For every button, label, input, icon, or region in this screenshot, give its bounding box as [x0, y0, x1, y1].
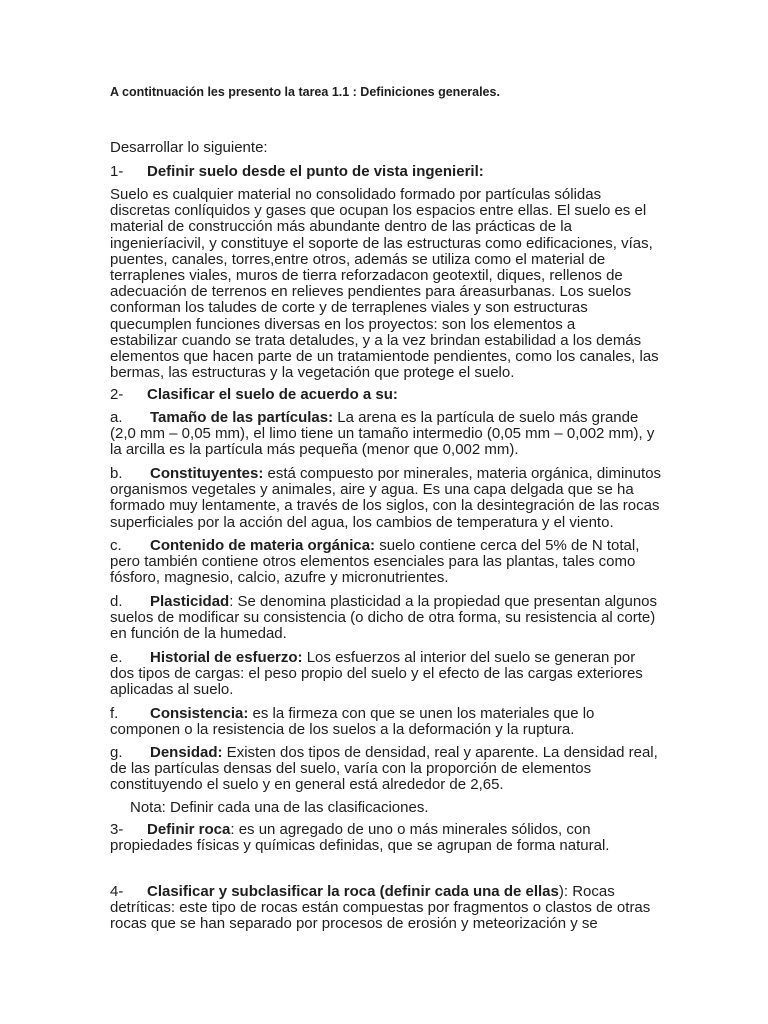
question-3-line: propiedades físicas y químicas definidas, que se agrupan de forma natural.: [110, 837, 610, 855]
note-text: Nota: Definir cada una de las clasificaciones.: [130, 799, 429, 816]
question-1-number: 1-: [110, 163, 124, 180]
question-2-number: 2-: [110, 386, 124, 403]
classification-item-f: [110, 706, 760, 738]
classification-item-e: [110, 650, 760, 699]
answer-line: discretas conlíquidos y gases que ocupan los espacios entre ellas. El suelo es el: [110, 202, 647, 220]
classification-item-d: [110, 594, 760, 643]
item-letter: e.: [110, 649, 123, 666]
question-4-text: ): Rocas: [558, 883, 615, 900]
question-3-text: : es un agregado de uno o más minerales sólidos, con: [230, 821, 591, 838]
item-letter: g.: [110, 744, 123, 761]
question-4-line: rocas que se han separado por procesos de erosión y meteorización y se: [110, 915, 598, 933]
item-term: Contenido de materia orgánica:: [150, 537, 376, 554]
answer-line: quecumplen funciones diversas en los proyectos: son los elementos a: [110, 315, 576, 333]
item-line: en función de la humedad.: [110, 625, 287, 643]
intro-text: Desarrollar lo siguiente:: [110, 139, 268, 156]
item-text: La arena es la partícula de suelo más grande: [333, 409, 639, 426]
item-line: pero también contiene otros elementos esenciales para las plantas, tales como: [110, 553, 636, 571]
item-term: Historial de esfuerzo:: [150, 649, 303, 666]
item-text: suelo contiene cerca del 5% de N total,: [375, 537, 640, 554]
answer-line: estabilizar cuando se trata detaludes, y a la vez brindan estabilidad a los demás: [110, 331, 642, 349]
item-text: Los esfuerzos al interior del suelo se generan por: [302, 649, 636, 666]
item-line: formado muy lentamente, a través de los siglos, con la desintegración de las rocas: [110, 497, 660, 515]
item-line: fósforo, magnesio, calcio, azufre y micronutrientes.: [110, 569, 449, 587]
question-4-line: detríticas: este tipo de rocas están compuestas por fragmentos o clastos de otras: [110, 899, 651, 917]
item-line: constituyendo el suelo y en general está alrededor de 2,65.: [110, 776, 504, 794]
item-term: Tamaño de las partículas:: [150, 409, 334, 426]
question-1-heading: [110, 163, 760, 180]
item-line: la arcilla es la partícula más pequeña (menor que 0,002 mm).: [110, 441, 519, 459]
classification-item-a: [110, 410, 760, 459]
item-line: de las partículas densas del suelo, varía con la proporción de elementos: [110, 760, 592, 778]
item-term: Constituyentes:: [150, 465, 264, 482]
item-line: aplicadas al suelo.: [110, 681, 234, 699]
answer-line: puentes, canales, torres,entre otros, además se utiliza como el material de: [110, 250, 606, 268]
item-letter: a.: [110, 409, 123, 426]
item-text: Existen dos tipos de densidad, real y aparente. La densidad real,: [222, 744, 658, 761]
item-letter: f.: [110, 705, 119, 722]
item-line: (2,0 mm – 0,05 mm), el limo tiene un tamaño intermedio (0,05 mm – 0,002 mm), y: [110, 425, 655, 443]
answer-line: adecuación de terrenos en relieves pendientes para áreasurbanas. Los suelos: [110, 283, 632, 301]
answer-line: Suelo es cualquier material no consolidado formado por partículas sólidas: [110, 186, 602, 203]
question-4-term: Clasificar y subclasificar la roca (definir cada una de ellas: [147, 883, 559, 900]
classification-item-g: [110, 745, 760, 794]
answer-line: terraplenes viales, muros de tierra reforzadacon geotextil, diques, rellenos de: [110, 266, 623, 284]
answer-line: conforman los taludes de corte y de terraplenes viales y son estructuras: [110, 299, 588, 317]
item-line: componen o la resistencia de los suelos a la deformación y la ruptura.: [110, 721, 575, 739]
item-text: está compuesto por minerales, materia orgánica, diminutos: [263, 465, 662, 482]
item-term: Plasticidad: [150, 593, 230, 610]
question-3-term: Definir roca: [147, 821, 231, 838]
question-1-answer: [110, 187, 760, 381]
question-2-title: Clasificar el suelo de acuerdo a su:: [147, 386, 398, 403]
item-letter: c.: [110, 537, 122, 554]
classification-item-b: [110, 466, 760, 531]
item-line: dos tipos de cargas: el peso propio del suelo y el efecto de las cargas exteriores: [110, 665, 643, 683]
item-line: organismos vegetales y animales, aire y agua. Es una capa delgada que se ha: [110, 481, 634, 499]
item-line: suelos de modificar su consistencia (o dicho de otra forma, su resistencia al corte): [110, 609, 656, 627]
item-text: : Se denomina plasticidad a la propiedad que presentan algunos: [229, 593, 658, 610]
answer-line: material de construcción más abundante dentro de las prácticas de la: [110, 218, 572, 236]
item-letter: b.: [110, 465, 123, 482]
item-text: es la firmeza con que se unen los materiales que lo: [248, 705, 595, 722]
question-4: [110, 884, 760, 933]
document-title: A contitnuación les presento la tarea 1.1 : Definiciones generales.: [110, 85, 500, 99]
question-4-number: 4-: [110, 883, 124, 900]
question-1-title: Definir suelo desde el punto de vista ingenieril:: [147, 163, 484, 180]
question-3-number: 3-: [110, 821, 124, 838]
answer-line: ingenieríacivil, y constituye el soporte de las estructuras como edificaciones, vías,: [110, 234, 653, 252]
item-term: Densidad:: [150, 744, 223, 761]
item-letter: d.: [110, 593, 123, 610]
answer-line: elementos que hacen parte de un tratamientode pendientes, como los canales, las: [110, 347, 659, 365]
item-line: superficiales por la acción del agua, los cambios de temperatura y el viento.: [110, 513, 614, 531]
answer-line: bermas, las estructuras y la vegetación que protege el suelo.: [110, 364, 515, 382]
question-3: [110, 822, 760, 854]
question-2-heading: [110, 386, 760, 403]
item-term: Consistencia:: [150, 705, 249, 722]
classification-item-c: [110, 538, 760, 587]
